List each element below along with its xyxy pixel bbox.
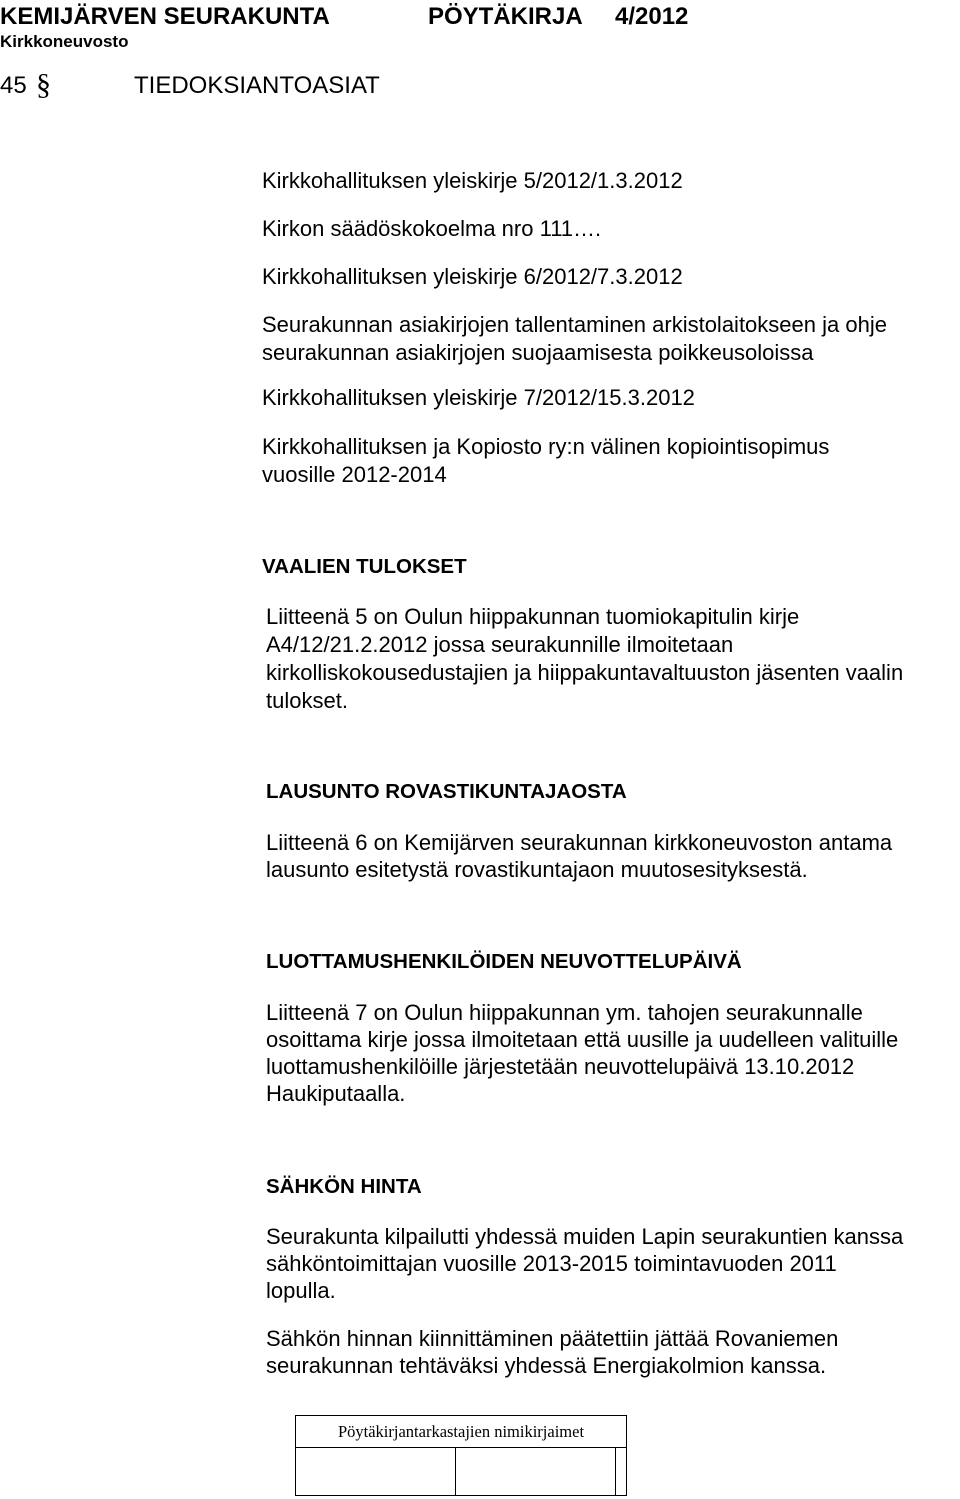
item-line: Kirkkohallituksen yleiskirje 5/2012/1.3.2012 bbox=[262, 168, 683, 193]
section-heading-vaalien: VAALIEN TULOKSET bbox=[262, 555, 467, 578]
item-line: seurakunnan asiakirjojen suojaamisesta poikkeusoloissa bbox=[262, 340, 814, 365]
section-title: TIEDOKSIANTOASIAT bbox=[134, 72, 380, 99]
section-heading-luottamus: LUOTTAMUSHENKILÖIDEN NEUVOTTELUPÄIVÄ bbox=[266, 950, 742, 973]
paragraph-line: kirkolliskokousedustajien ja hiippakuntavaltuuston jäsenten vaalin bbox=[266, 660, 904, 685]
item-line: Kirkon säädöskokoelma nro 111…. bbox=[262, 216, 602, 241]
item-line: Kirkkohallituksen ja Kopiosto ry:n välinen kopiointisopimus bbox=[262, 434, 830, 459]
paragraph-line: osoittama kirje jossa ilmoitetaan että uusille ja uudelleen valituille bbox=[266, 1027, 899, 1052]
paragraph-line: Liitteenä 5 on Oulun hiippakunnan tuomiokapitulin kirje bbox=[266, 604, 800, 629]
paragraph-line: Liitteenä 7 on Oulun hiippakunnan ym. tahojen seurakunnalle bbox=[266, 1000, 863, 1025]
paragraph-line: Haukiputaalla. bbox=[266, 1081, 406, 1106]
signature-box-label: Pöytäkirjantarkastajien nimikirjaimet bbox=[337, 1421, 585, 1441]
signature-cell[interactable] bbox=[296, 1448, 456, 1496]
item-line: Seurakunnan asiakirjojen tallentaminen arkistolaitokseen ja ohje bbox=[262, 312, 887, 337]
item-line: Kirkkohallituksen yleiskirje 6/2012/7.3.2012 bbox=[262, 264, 683, 289]
paragraph-line: lausunto esitetystä rovastikuntajaon muutosesityksestä. bbox=[266, 857, 808, 882]
section-symbol: § bbox=[36, 68, 51, 101]
paragraph-line: Sähkön hinnan kiinnittäminen päätettiin jättää Rovaniemen bbox=[266, 1326, 839, 1351]
paragraph-line: A4/12/21.2.2012 jossa seurakunnille ilmoitetaan bbox=[266, 632, 734, 657]
header-doc-type: PÖYTÄKIRJA bbox=[428, 3, 583, 30]
item-line: Kirkkohallituksen yleiskirje 7/2012/15.3.2012 bbox=[262, 385, 695, 410]
section-heading-sahkon: SÄHKÖN HINTA bbox=[266, 1175, 422, 1198]
signature-box-label-cell bbox=[296, 1416, 627, 1448]
signature-cell[interactable] bbox=[456, 1448, 616, 1496]
paragraph-line: luottamushenkilöille järjestetään neuvottelupäivä 13.10.2012 bbox=[266, 1054, 855, 1079]
paragraph-line: tulokset. bbox=[266, 688, 348, 713]
item-line: vuosille 2012-2014 bbox=[262, 462, 447, 487]
paragraph-line: sähköntoimittajan vuosille 2013-2015 toimintavuoden 2011 bbox=[266, 1251, 837, 1276]
header-org: KEMIJÄRVEN SEURAKUNTA bbox=[0, 3, 330, 30]
section-heading-lausunto: LAUSUNTO ROVASTIKUNTAJAOSTA bbox=[266, 780, 627, 803]
signature-box bbox=[295, 1415, 627, 1496]
paragraph-line: seurakunnan tehtäväksi yhdessä Energiakolmion kanssa. bbox=[266, 1353, 827, 1378]
paragraph-line: Seurakunta kilpailutti yhdessä muiden Lapin seurakuntien kanssa bbox=[266, 1224, 904, 1249]
paragraph-line: lopulla. bbox=[266, 1278, 336, 1303]
section-number: 45 bbox=[0, 72, 27, 99]
header-body: Kirkkoneuvosto bbox=[0, 32, 129, 51]
signature-cell-narrow bbox=[616, 1448, 627, 1496]
header-number: 4/2012 bbox=[615, 3, 689, 30]
paragraph-line: Liitteenä 6 on Kemijärven seurakunnan kirkkoneuvoston antama bbox=[266, 830, 893, 855]
